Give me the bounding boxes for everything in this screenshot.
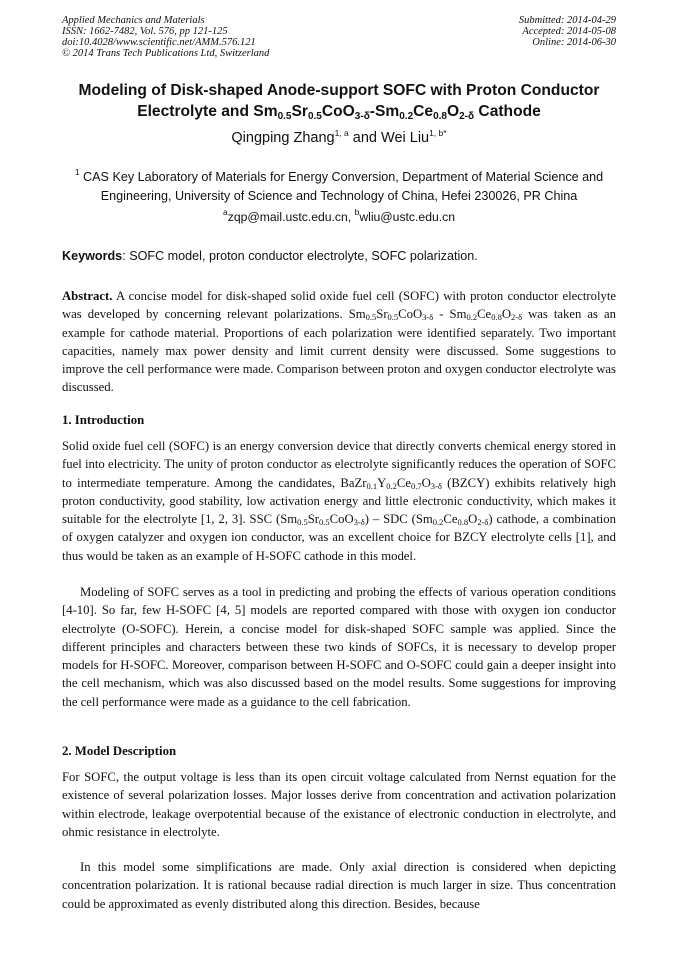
intro-text: (BZCY) exhibits relatively high proton conductivity, good stability, low activation energy and little electronic conductivity, which makes it suitable for the electrolyte [1, 2, 3]. SSC (Sm — [62, 475, 616, 527]
journal-info — [62, 15, 269, 59]
abstract-text: O — [501, 307, 511, 322]
title-line-2 — [40, 101, 638, 122]
author-affiliation-mark: 1, b* — [429, 128, 447, 138]
author-name: Wei Liu — [381, 130, 430, 146]
copyright: © 2014 Trans Tech Publications Ltd, Switzerland — [62, 48, 270, 59]
title-text: -Sm — [369, 103, 400, 120]
title-text: Sr — [291, 103, 308, 120]
intro-text: Y — [377, 475, 387, 490]
abstract-subscript: 0.5 — [387, 312, 399, 323]
abstract-subscript: 0.5 — [365, 312, 377, 323]
title-subscript: 0.5 — [307, 111, 322, 122]
intro-text: Sr — [307, 512, 320, 527]
author-name: Qingping Zhang — [231, 130, 335, 146]
intro-text: Solid oxide fuel cell (SOFC) is an energy conversion device that directly converts chemical energy stored in fuel into electricity. The unity of proton conductor as electrolyte significantly reduces the operation of SOFC to intermediate temperature. Among the candidates, BaZr — [62, 439, 616, 490]
email-mark: a — [222, 207, 228, 217]
title-text: Cathode — [474, 103, 541, 120]
keywords — [62, 249, 616, 263]
section-heading-introduction: 1. Introduction — [62, 413, 145, 427]
title-text: Electrolyte and Sm — [137, 103, 278, 120]
intro-subscript: 0.2 — [386, 480, 397, 491]
title-subscript: 0.5 — [277, 111, 292, 122]
section-heading-model: 2. Model Description — [62, 744, 177, 758]
title-line-1: Modeling of Disk-shaped Anode-support SOFC with Proton Conductor — [78, 82, 600, 99]
intro-subscript: 0.8 — [457, 517, 469, 528]
intro-text: O — [468, 512, 478, 527]
author-affiliation-mark: 1, a — [334, 128, 349, 138]
accepted-date: Accepted: 2014-05-08 — [522, 26, 616, 37]
title-subscript: 0.8 — [433, 111, 447, 122]
abstract-label: Abstract. — [62, 289, 113, 303]
intro-text: ) cathode, a combination of oxygen catalyzer and oxygen ion conductor, was an excellent choice for BZCY electrolyte cells [1], and thus would be taken as an example of H-SOFC cathode in this model. — [62, 512, 616, 563]
intro-subscript: 2-δ — [477, 517, 489, 528]
abstract-text: Sr — [376, 307, 388, 322]
keywords-text: : SOFC model, proton conductor electrolyte, SOFC polarization. — [122, 249, 478, 263]
issn: ISSN: 1662-7482, Vol. 576, pp 121-125 — [62, 26, 228, 37]
author-list — [40, 130, 638, 146]
title-text: O — [446, 103, 460, 120]
author-emails — [62, 207, 616, 224]
abstract-text: - Sm — [433, 307, 467, 322]
abstract-paragraph — [62, 287, 616, 397]
abstract-text: A concise model for disk-shaped solid oxide fuel cell (SOFC) with proton conductor electrolyte was developed by concerning relevant polarizations. Sm — [62, 289, 616, 322]
abstract-text: was taken as an example for cathode material. Proportions of each polarization were identified separately. Two important capacities, namely max power density and limit current density were discussed. Some suggestions to improve the cell performance were made. Comparison between proton and oxygen conductor electrolyte was discussed. — [62, 307, 616, 395]
email-mark: b — [354, 207, 360, 217]
title-text: Ce — [413, 103, 434, 120]
intro-text: ) – SDC (Sm — [364, 512, 433, 527]
intro-subscript: 0.2 — [432, 517, 444, 528]
intro-text: CoO — [329, 512, 354, 527]
affiliation — [62, 168, 616, 206]
intro-subscript: 0.1 — [366, 480, 378, 491]
submitted-date: Submitted: 2014-04-29 — [518, 15, 616, 26]
intro-paragraph-2: Modeling of SOFC serves as a tool in predicting and probing the effects of various operation conditions [4-10]. So far, few H-SOFC [4, 5] models are reported compared with those with oxygen ion conductor electrolyte (O-SOFC). Herein, a concise model for disk-shaped SOFC sample was applied. Since the different principles and characters between these two kinds of SOFCs, it is necessary to develop proper models for H-SOFC. Moreover, comparison between H-SOFC and O-SOFC could gain a deeper insight into the cell mechanism, which was also discussed based on the model results. Some suggestions for improving the cell performance were made as a guidance to the cell fabrication. — [62, 585, 616, 709]
email-link[interactable]: zqp@mail.ustc.edu.cn, — [227, 210, 355, 224]
intro-text: O — [421, 475, 431, 490]
intro-paragraph-1 — [62, 437, 616, 565]
intro-text: Ce — [396, 475, 411, 490]
intro-subscript: 0.5 — [319, 517, 330, 528]
abstract-subscript: 0.8 — [491, 312, 502, 323]
title-subscript: 0.2 — [399, 111, 414, 122]
email-link[interactable]: wliu@ustc.edu.cn — [359, 210, 456, 224]
author-separator: and — [348, 130, 382, 146]
intro-subscript: 3-δ — [353, 517, 365, 528]
doi: doi:10.4028/www.scientific.net/AMM.576.121 — [62, 37, 256, 48]
abstract-subscript: 2-δ — [511, 312, 523, 323]
online-date: Online: 2014-06-30 — [532, 37, 616, 48]
abstract-text: CoO — [398, 307, 423, 322]
model-paragraph-2: In this model some simplifications are made. Only axial direction is considered when depicting concentration polarization. It is rational because radial direction is much larger in size. Thus concentration could be approximated as evenly distributed along this direction. Besides, because — [62, 860, 616, 911]
keywords-label: Keywords — [62, 249, 123, 263]
publication-dates — [519, 15, 616, 48]
intro-subscript: 0.5 — [297, 517, 308, 528]
title-subscript: 2-δ — [459, 111, 475, 122]
journal-name: Applied Mechanics and Materials — [62, 15, 205, 26]
abstract-text: Ce — [477, 307, 492, 322]
intro-subscript: 0.7 — [410, 480, 422, 491]
paper-title — [40, 80, 638, 122]
affiliation-text: CAS Key Laboratory of Materials for Energy Conversion, Department of Material Science and Engineering, University of Science and Technology of China, Hefei 230026, PR China — [79, 170, 604, 203]
intro-subscript: 3-δ — [430, 480, 442, 491]
abstract-subscript: 3-δ — [422, 312, 434, 323]
title-subscript: 3-δ — [354, 111, 370, 122]
affiliation-mark: 1 — [74, 167, 80, 177]
model-paragraph-1: For SOFC, the output voltage is less than its open circuit voltage calculated from Nernst equation for the existence of several polarization losses. Major losses derive from concentration and activation polarization within electrode, leakage overpotential because of the existance of electronic conduction in electrolyte, and ohmic resistance in electrolyte. — [62, 770, 616, 839]
intro-text: Ce — [443, 512, 458, 527]
title-text: CoO — [321, 103, 355, 120]
abstract-subscript: 0.2 — [466, 312, 478, 323]
